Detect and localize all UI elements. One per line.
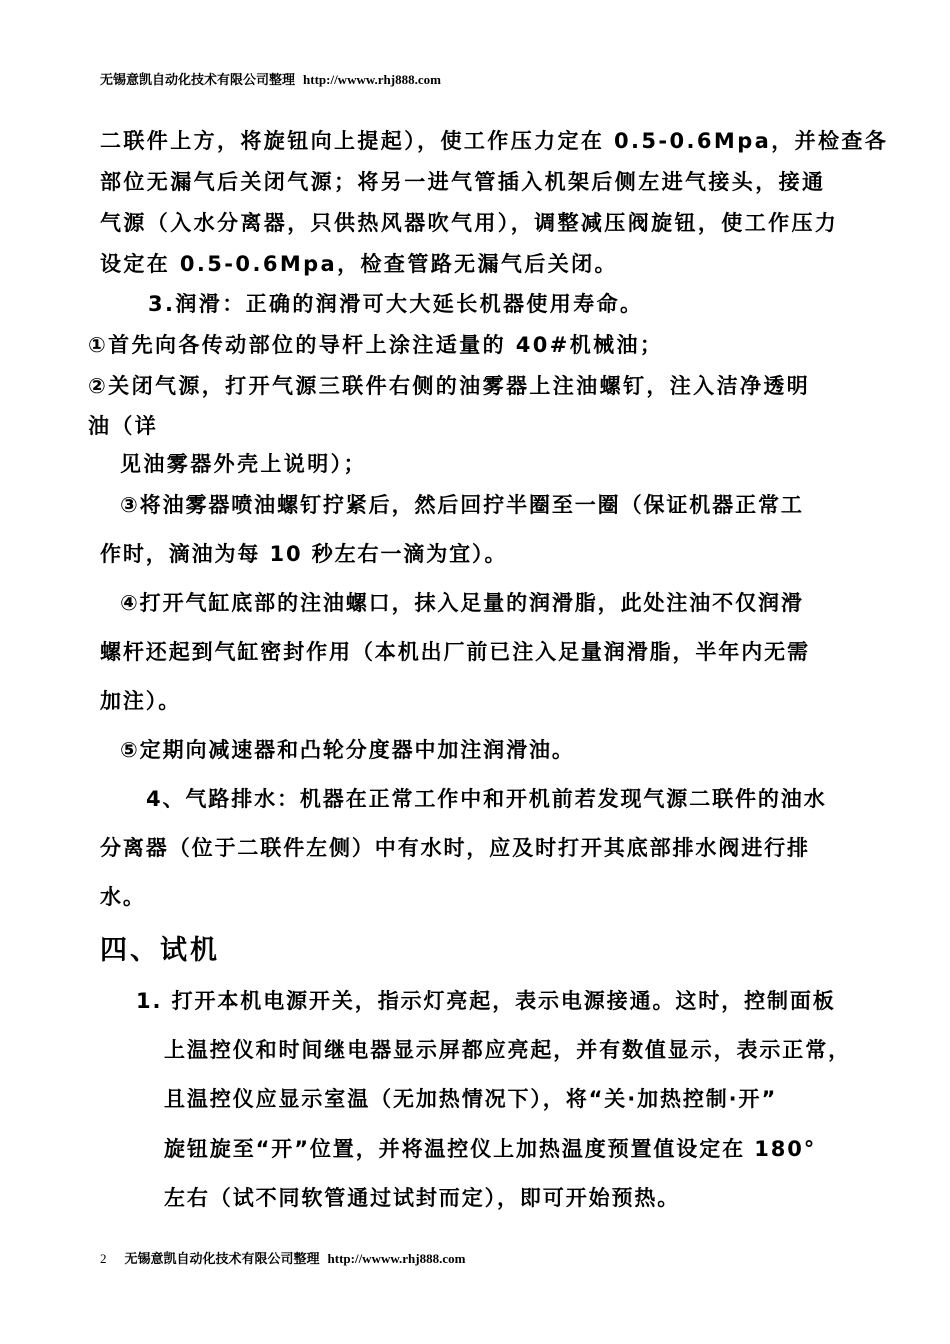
body-line-5: 3.润滑：正确的润滑可大大延长机器使用寿命。	[148, 292, 644, 316]
body-line-7: ②关闭气源，打开气源三联件右侧的油雾器上注油螺钉，注入洁净透明	[88, 374, 811, 398]
body-line-18: 水。	[100, 885, 146, 909]
body-line-2: 部位无漏气后关闭气源；将另一进气管插入机架后侧左进气接头，接通	[100, 170, 826, 194]
trial-line-5: 左右（试不同软管通过试封而定），即可开始预热。	[164, 1186, 681, 1210]
body-line-14: 加注）。	[100, 689, 182, 713]
body-line-9: 见油雾器外壳上说明）；	[120, 452, 367, 476]
body-line-16: 4、气路排水：机器在正常工作中和开机前若发现气源二联件的油水	[146, 787, 827, 811]
header-company: 无锡意凯自动化技术有限公司整理	[100, 73, 296, 88]
body-line-15: ⑤定期向减速器和凸轮分度器中加注润滑油。	[120, 738, 575, 762]
trial-line-4: 旋钮旋至“开”位置，并将温控仪上加热温度预置值设定在 180°	[164, 1137, 817, 1161]
trial-line-2: 上温控仪和时间继电器显示屏都应亮起，并有数值显示，表示正常，	[164, 1038, 851, 1062]
body-line-1: 二联件上方，将旋钮向上提起），使工作压力定在 0.5-0.6Mpa，并检查各	[100, 129, 889, 153]
body-line-6: ①首先向各传动部位的导杆上涂注适量的 40#机械油；	[88, 333, 664, 357]
body-line-13: 螺杆还起到气缸密封作用（本机出厂前已注入足量润滑脂，半年内无需	[100, 640, 810, 664]
body-line-10: ③将油雾器喷油螺钉拧紧后，然后回拧半圈至一圈（保证机器正常工	[120, 493, 804, 517]
header-url[interactable]: http://wwww.rhj888.com	[303, 72, 441, 87]
page-footer	[100, 1248, 465, 1267]
body-line-8: 油（详	[88, 414, 159, 438]
body-line-3: 气源（入水分离器，只供热风器吹气用），调整减压阀旋钮，使工作压力	[100, 211, 839, 235]
footer-company: 无锡意凯自动化技术有限公司整理	[124, 1252, 320, 1267]
footer-url[interactable]: http://wwww.rhj888.com	[327, 1251, 466, 1266]
body-line-4: 设定在 0.5-0.6Mpa，检查管路无漏气后关闭。	[100, 252, 618, 276]
trial-line-1: 1. 打开本机电源开关，指示灯亮起，表示电源接通。这时，控制面板	[136, 989, 836, 1013]
body-line-17: 分离器（位于二联件左侧）中有水时，应及时打开其底部排水阀进行排	[100, 836, 810, 860]
section-title: 四、试机	[100, 935, 220, 966]
trial-line-3: 且温控仪应显示室温（无加热情况下），将“关·加热控制·开”	[164, 1087, 778, 1111]
page-number: 2	[100, 1251, 107, 1266]
body-line-11: 作时，滴油为每 10 秒左右一滴为宜）。	[100, 542, 508, 566]
page-header	[100, 69, 441, 88]
body-line-12: ④打开气缸底部的注油螺口，抹入足量的润滑脂，此处注油不仅润滑	[120, 591, 804, 615]
